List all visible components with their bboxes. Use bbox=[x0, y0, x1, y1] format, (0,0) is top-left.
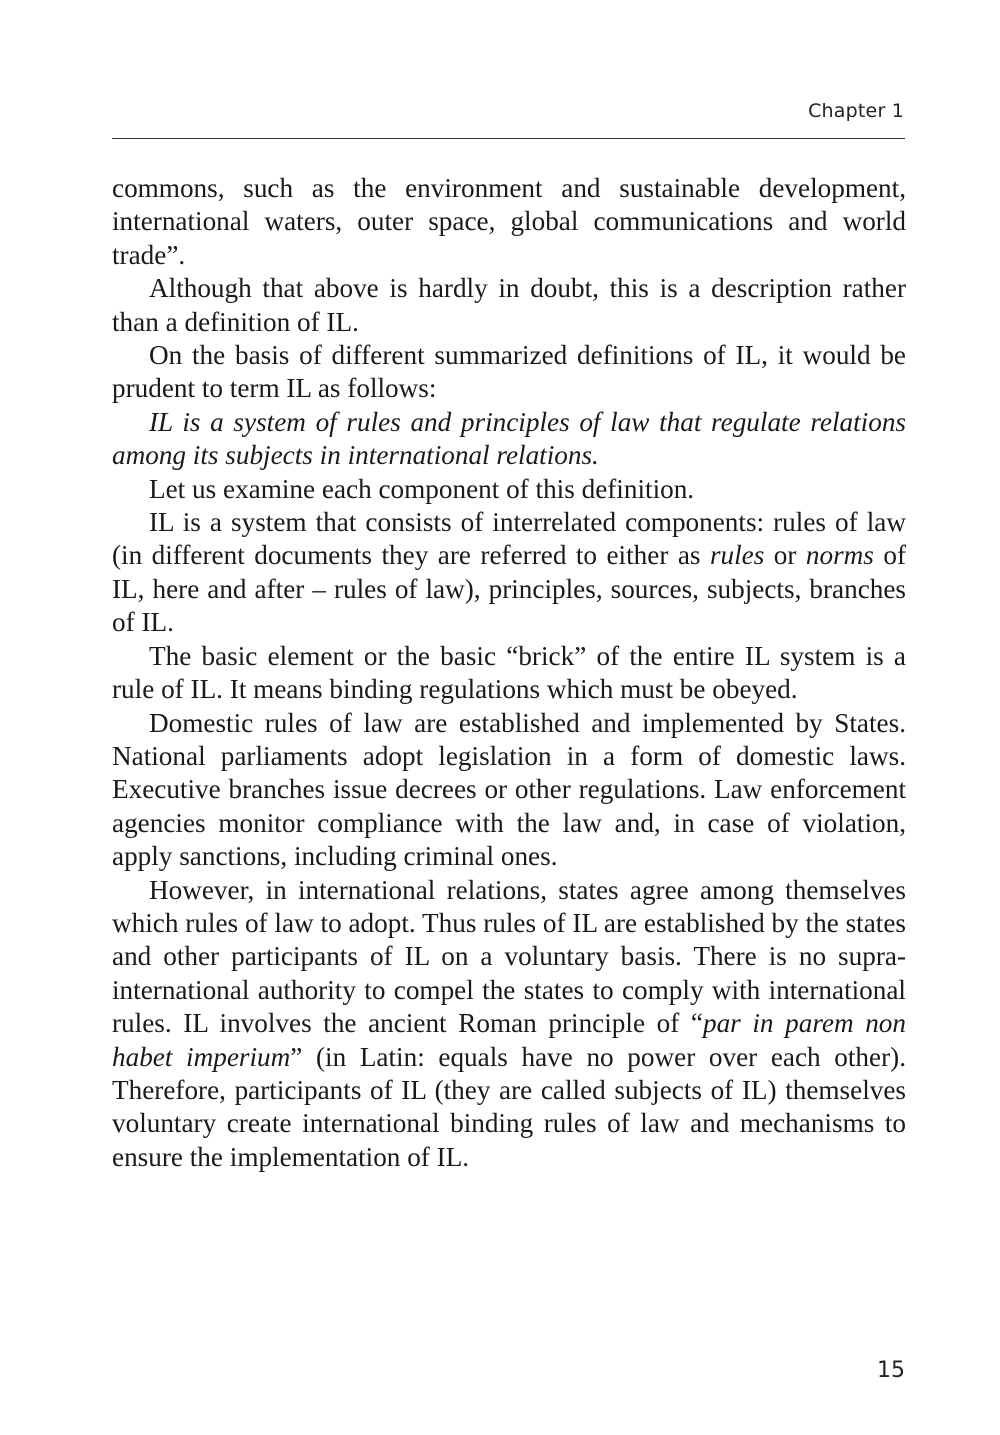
page-number: 15 bbox=[877, 1358, 905, 1383]
paragraph-2: Although that above is hardly in doubt, this is a description rather than a definition of IL. bbox=[112, 273, 906, 337]
paragraph-6-text-a: IL is a system that consists of interrelated components: rules of law (in different documents they are referred to either as bbox=[112, 507, 906, 571]
paragraph-9-text-c: ” (in Latin: equals have no power over each other). Therefore, participants of IL (they are called subjects of IL) themselves voluntary create international binding rules of law and mechanisms to ensure the implementation of IL. bbox=[112, 1041, 906, 1172]
term-rules: rules bbox=[709, 540, 765, 571]
term-norms: norms bbox=[805, 540, 874, 571]
paragraph-9 bbox=[112, 874, 906, 1175]
header-rule bbox=[112, 138, 905, 139]
latin-phrase: par in parem non habet imperium bbox=[112, 1008, 906, 1072]
page-body bbox=[112, 172, 906, 1174]
paragraph-6 bbox=[112, 506, 906, 640]
running-head-chapter: Chapter 1 bbox=[808, 100, 904, 122]
paragraph-6-text-c: or bbox=[764, 540, 806, 571]
paragraph-9-text-a: However, in international relations, states agree among themselves which rules of law to adopt. Thus rules of IL are established by the states and other participants of IL on a voluntary basis. There is no supra-international authority to compel the states to comply with international rules. IL involves the ancient Roman principle of “ bbox=[112, 874, 906, 1039]
paragraph-1: commons, such as the environment and sustainable development, international waters, outer space, global communications and world trade”. bbox=[112, 173, 906, 270]
definition-paragraph: IL is a system of rules and principles of law that regulate relations among its subjects in international relations. bbox=[112, 406, 906, 471]
paragraph-5: Let us examine each component of this definition. bbox=[149, 473, 695, 504]
paragraph-6-text-e: of IL, here and after – rules of law), principles, sources, subjects, branches of IL. bbox=[112, 540, 907, 638]
paragraph-7: The basic element or the basic “brick” of the entire IL system is a rule of IL. It means binding regulations which must be obeyed. bbox=[112, 640, 906, 705]
paragraph-8: Domestic rules of law are established and implemented by States. National parliaments adopt legislation in a form of domestic laws. Executive branches issue decrees or other regulations. Law enforcement agencies monitor compliance with the law and, in case of violation, apply sanctions, including criminal ones. bbox=[112, 707, 906, 872]
paragraph-3: On the basis of different summarized definitions of IL, it would be prudent to term IL as follows: bbox=[112, 340, 906, 404]
